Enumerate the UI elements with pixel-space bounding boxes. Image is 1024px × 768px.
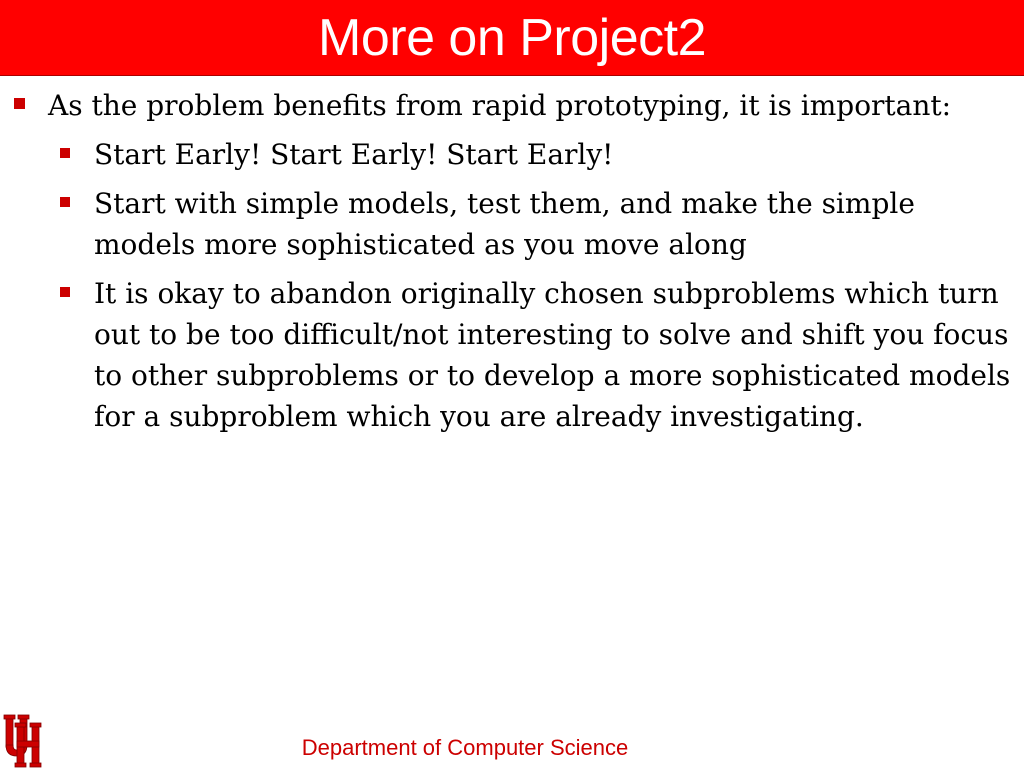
bullet-square-icon <box>60 197 70 207</box>
slide-content <box>14 86 1014 437</box>
uh-logo-icon <box>3 711 43 768</box>
subbullet-text: Start Early! Start Early! Start Early! <box>94 138 614 171</box>
subbullet-text: It is okay to abandon originally chosen subproblems which turn out to be too difficult/not interesting to solve and shift you focus to other subproblems or to develop a more sophisticated models for a subproblem which you are already investigating. <box>94 277 1011 433</box>
subbullet-text: Start with simple models, test them, and make the simple models more sophisticated as you move along <box>94 187 915 261</box>
slide-title: More on Project2 <box>318 9 706 67</box>
title-bar <box>0 0 1024 76</box>
bullet-square-icon <box>14 98 25 109</box>
bullet-square-icon <box>60 287 70 297</box>
subbullet-start-early <box>60 134 1014 175</box>
bullet-text: As the problem benefits from rapid prototyping, it is important: <box>48 89 952 122</box>
bullet-square-icon <box>60 148 70 158</box>
bullet-level1 <box>14 86 1014 126</box>
subbullet-simple-models <box>60 183 1014 265</box>
footer-department: Department of Computer Science <box>301 735 629 760</box>
subbullet-abandon-subproblems <box>60 273 1014 437</box>
